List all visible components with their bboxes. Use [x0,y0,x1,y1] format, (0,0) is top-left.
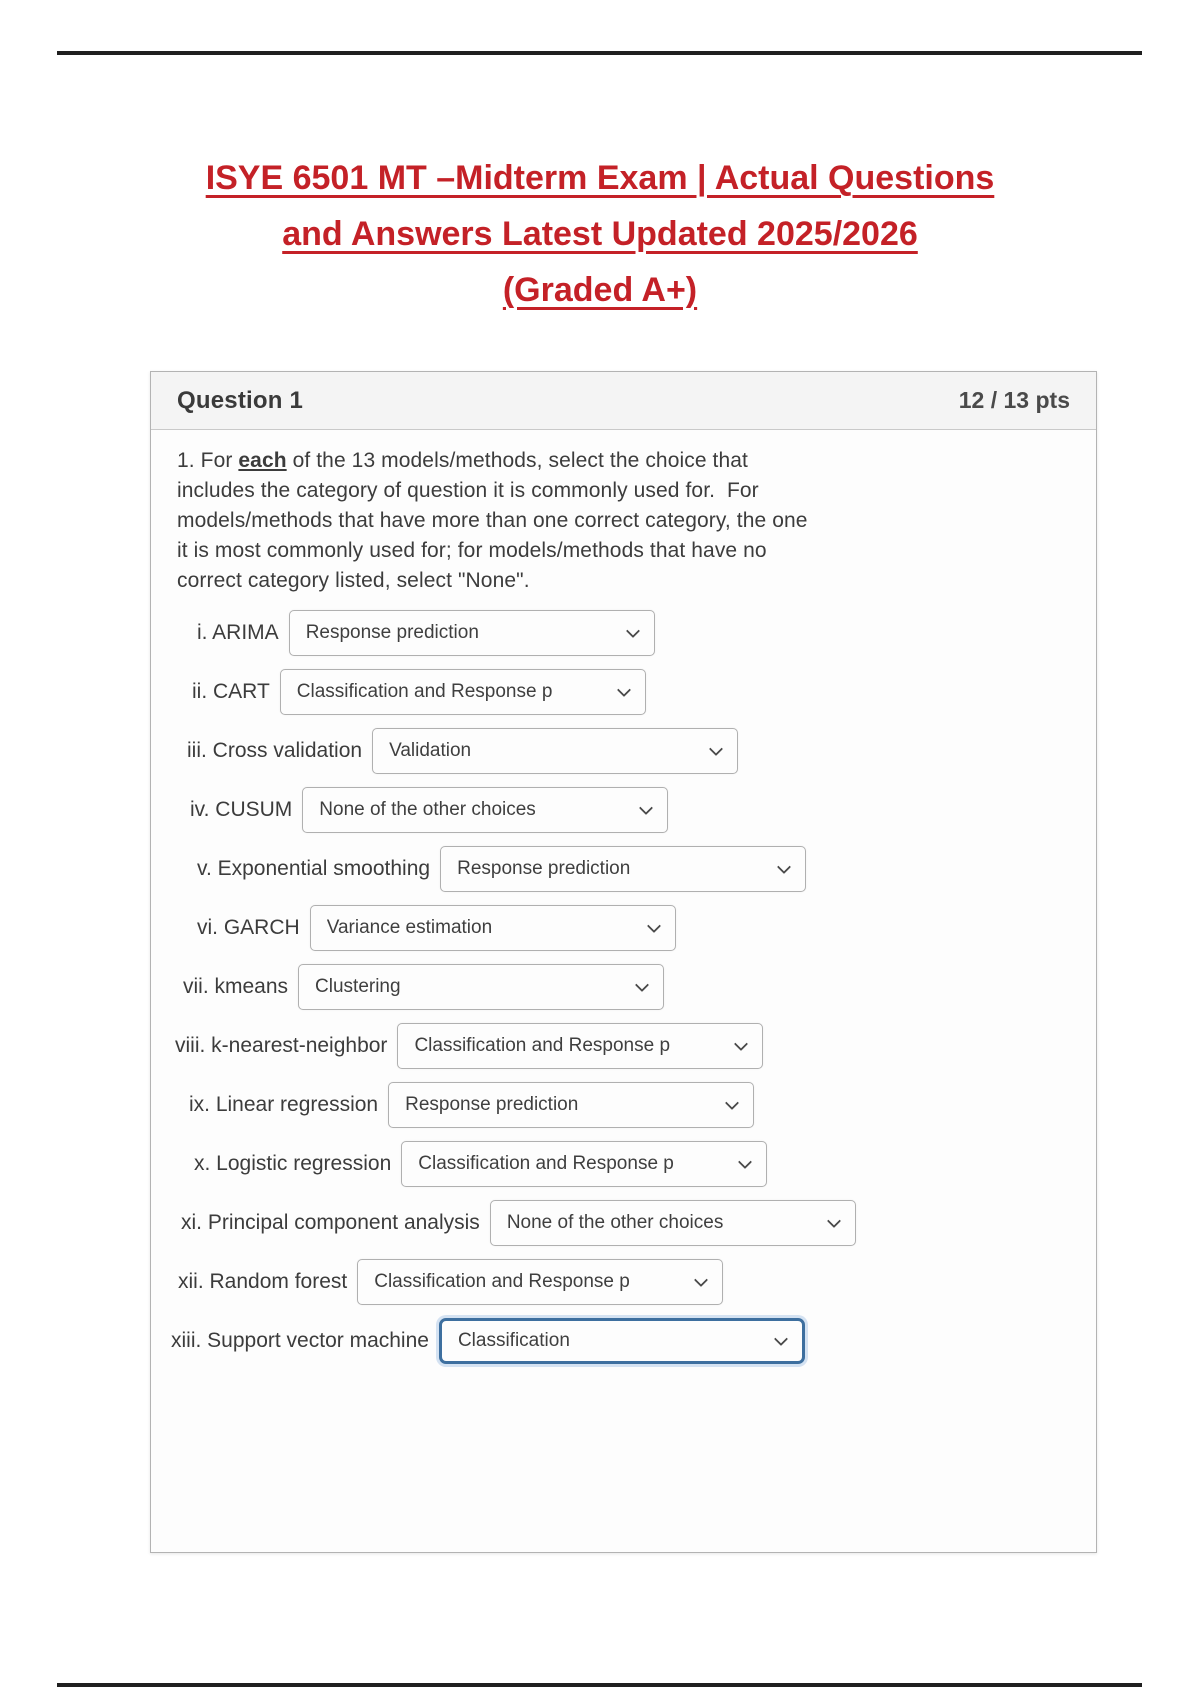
prompt-line: it is most commonly used for; for models/methods that have no [177,539,767,562]
chevron-down-icon [694,1273,708,1287]
question-header [151,372,1096,430]
model-label-principal-component-analysis: xi. Principal component analysis [181,1211,480,1234]
prompt-line: models/methods that have more than one correct category, the one [177,509,808,532]
model-label-logistic-regression: x. Logistic regression [194,1152,392,1175]
document-title-line-2: and Answers Latest Updated 2025/2026 [282,215,918,253]
selected-option: None of the other choices [319,799,536,820]
model-row-principal-component-analysis [181,1200,1070,1246]
selected-option: None of the other choices [506,1212,724,1233]
question-card [150,371,1097,1553]
selected-option: Clustering [315,976,401,997]
selected-option: Variance estimation [326,917,493,938]
cross-validation-select[interactable] [372,728,738,774]
model-row-linear-regression [189,1082,1070,1128]
principal-component-analysis-select[interactable] [490,1200,856,1246]
chevron-down-icon [734,1037,748,1051]
model-row-arima [197,610,1070,656]
selected-option: Classification and Response p [414,1035,671,1056]
prompt-line: includes the category of question it is commonly used for. For [177,479,759,502]
chevron-down-icon [647,919,661,933]
chevron-down-icon [626,624,640,638]
prompt-line: correct category listed, select "None". [177,569,530,592]
selected-option: Response prediction [305,622,479,643]
emphasized-word: each [238,449,287,472]
chevron-down-icon [617,683,631,697]
arima-select[interactable] [289,610,655,656]
cart-select[interactable] [280,669,646,715]
model-row-cart [192,669,1070,715]
chevron-down-icon [738,1155,752,1169]
model-label-garch: vi. GARCH [197,916,300,939]
exponential-smoothing-select[interactable] [440,846,806,892]
model-label-random-forest: xii. Random forest [178,1270,348,1293]
document-title [0,150,1200,318]
chevron-down-icon [774,1332,788,1346]
model-row-cross-validation [187,728,1070,774]
chevron-down-icon [725,1096,739,1110]
model-label-cross-validation: iii. Cross validation [187,739,363,762]
document-title-line-3: (Graded A+) [502,271,698,309]
model-label-support-vector-machine: xiii. Support vector machine [171,1329,429,1352]
model-select-list [171,610,1070,1364]
model-row-exponential-smoothing [197,846,1070,892]
selected-option: Classification [457,1330,570,1351]
selected-option: Classification and Response p [374,1271,630,1292]
k-nearest-neighbor-select[interactable] [397,1023,763,1069]
model-row-random-forest [178,1259,1070,1305]
random-forest-select[interactable] [357,1259,723,1305]
question-prompt [177,446,1070,596]
model-label-kmeans: vii. kmeans [183,975,289,998]
prompt-line: 1. For each of the 13 models/methods, select the choice that [177,449,748,472]
model-row-cusum [190,787,1070,833]
model-row-kmeans [183,964,1070,1010]
selected-option: Response prediction [457,858,631,879]
linear-regression-select[interactable] [388,1082,754,1128]
support-vector-machine-select[interactable] [439,1318,805,1364]
model-label-arima: i. ARIMA [197,621,279,644]
selected-option: Response prediction [405,1094,579,1115]
model-row-k-nearest-neighbor [175,1023,1070,1069]
chevron-down-icon [635,978,649,992]
kmeans-select[interactable] [298,964,664,1010]
top-rule [57,51,1142,55]
model-row-garch [197,905,1070,951]
document-title-line-1: ISYE 6501 MT –Midterm Exam | Actual Questions [205,159,995,197]
model-label-exponential-smoothing: v. Exponential smoothing [197,857,431,880]
selected-option: Classification and Response p [418,1153,674,1174]
chevron-down-icon [709,742,723,756]
bottom-rule [57,1683,1142,1687]
chevron-down-icon [777,860,791,874]
model-label-linear-regression: ix. Linear regression [189,1093,379,1116]
chevron-down-icon [639,801,653,815]
model-label-cusum: iv. CUSUM [190,798,293,821]
question-body [151,430,1096,1364]
selected-option: Validation [389,740,472,761]
question-title: Question 1 [177,386,304,414]
model-row-support-vector-machine [171,1318,1070,1364]
model-row-logistic-regression [194,1141,1070,1187]
selected-option: Classification and Response p [296,681,553,702]
garch-select[interactable] [310,905,676,951]
chevron-down-icon [827,1214,841,1228]
logistic-regression-select[interactable] [401,1141,767,1187]
model-label-k-nearest-neighbor: viii. k-nearest-neighbor [175,1034,388,1057]
question-points: 12 / 13 pts [958,387,1070,413]
cusum-select[interactable] [302,787,668,833]
model-label-cart: ii. CART [192,680,270,703]
